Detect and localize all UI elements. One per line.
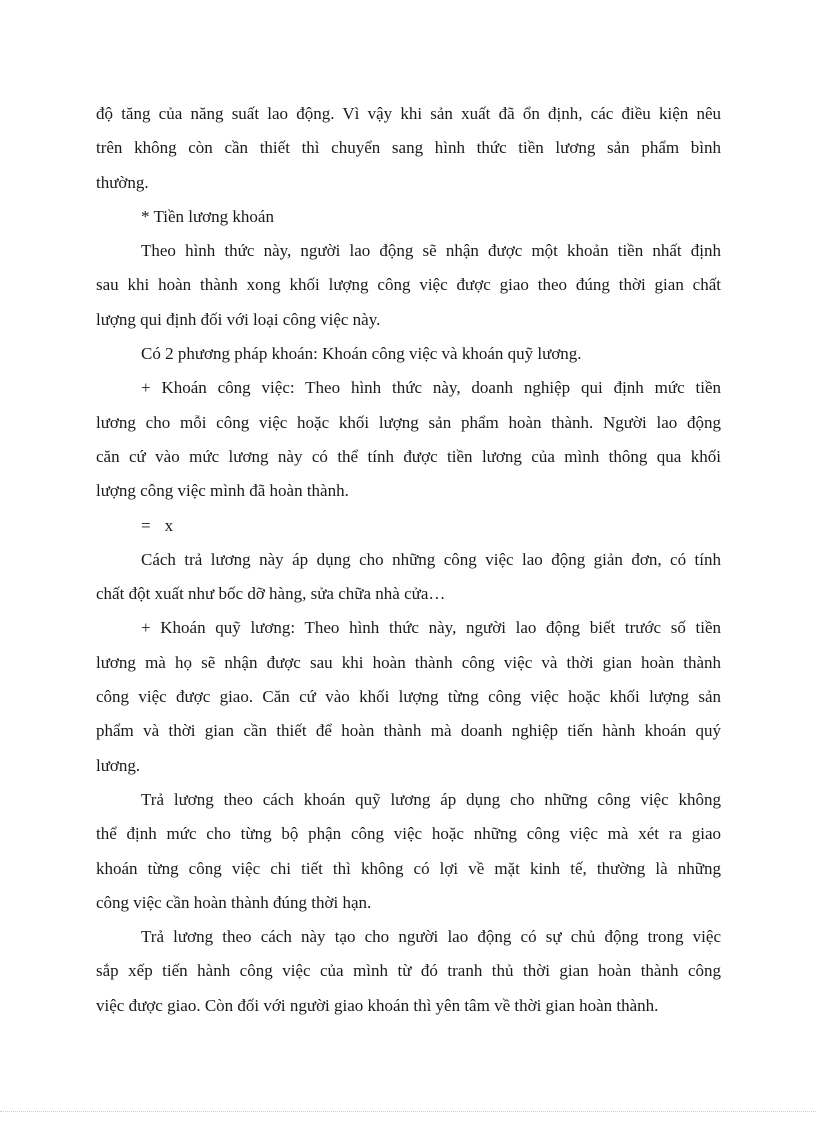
text-line: thường. (96, 172, 149, 192)
times-sign: x (164, 515, 174, 535)
text-line: lương mà họ sẽ nhận được sau khi hoàn thành công việc và thời gian hoàn thành (96, 652, 721, 672)
text-line: sau khi hoàn thành xong khối lượng công việc được giao theo đúng thời gian chất (96, 275, 721, 295)
formula-line (96, 509, 721, 543)
text-line: thể định mức cho từng bộ phận công việc hoặc những công việc mà xét ra giao (96, 824, 721, 844)
text-line: Có 2 phương pháp khoán: Khoán công việc và khoán quỹ lương. (141, 344, 582, 364)
text-line: chất đột xuất như bốc dỡ hàng, sửa chữa nhà cửa… (96, 584, 446, 604)
text-line: Cách trả lương này áp dụng cho những công việc lao động giản đơn, có tính (141, 549, 721, 569)
text-line: trên không còn cần thiết thì chuyển sang hình thức tiền lương sản phẩm bình (96, 138, 721, 158)
text-line: lương cho mỗi công việc hoặc khối lượng sản phẩm hoàn thành. Người lao động (96, 412, 721, 432)
text-line: phẩm và thời gian cần thiết để hoàn thành mà doanh nghiệp tiến hành khoán quý (96, 721, 721, 741)
text-line: công việc được giao. Căn cứ vào khối lượng từng công việc hoặc khối lượng sản (96, 687, 721, 707)
text-line: việc được giao. Còn đối với người giao khoán thì yên tâm về thời gian hoàn thành. (96, 995, 659, 1015)
text-line: + Khoán quỹ lương: Theo hình thức này, người lao động biết trước số tiền (141, 618, 721, 638)
section-heading: * Tiền lương khoán (141, 206, 274, 226)
text-line: sắp xếp tiến hành công việc của mình từ đó tranh thủ thời gian hoàn thành công (96, 961, 721, 981)
equals-sign: = (141, 515, 151, 535)
text-line: + Khoán công việc: Theo hình thức này, doanh nghiệp qui định mức tiền (141, 378, 721, 398)
text-line: căn cứ vào mức lương này có thể tính được tiền lương của mình thông qua khối (96, 446, 721, 466)
text-line: công việc cần hoàn thành đúng thời hạn. (96, 892, 372, 912)
text-line: lượng qui định đối với loại công việc này. (96, 309, 381, 329)
text-line: Trả lương theo cách này tạo cho người lao động có sự chủ động trong việc (141, 927, 721, 947)
text-line: độ tăng của năng suất lao động. Vì vậy khi sản xuất đã ổn định, các điều kiện nêu (96, 104, 721, 123)
page-bottom-border (0, 1111, 816, 1112)
document-page (96, 97, 721, 1023)
text-line: lượng công việc mình đã hoàn thành. (96, 481, 349, 501)
text-line: lương. (96, 755, 141, 775)
text-line: Trả lương theo cách khoán quỹ lương áp dụng cho những công việc không (141, 789, 721, 809)
text-line: khoán từng công việc chi tiết thì không có lợi về mặt kinh tế, thường là những (96, 858, 721, 878)
text-line: Theo hình thức này, người lao động sẽ nhận được một khoản tiền nhất định (141, 241, 721, 261)
